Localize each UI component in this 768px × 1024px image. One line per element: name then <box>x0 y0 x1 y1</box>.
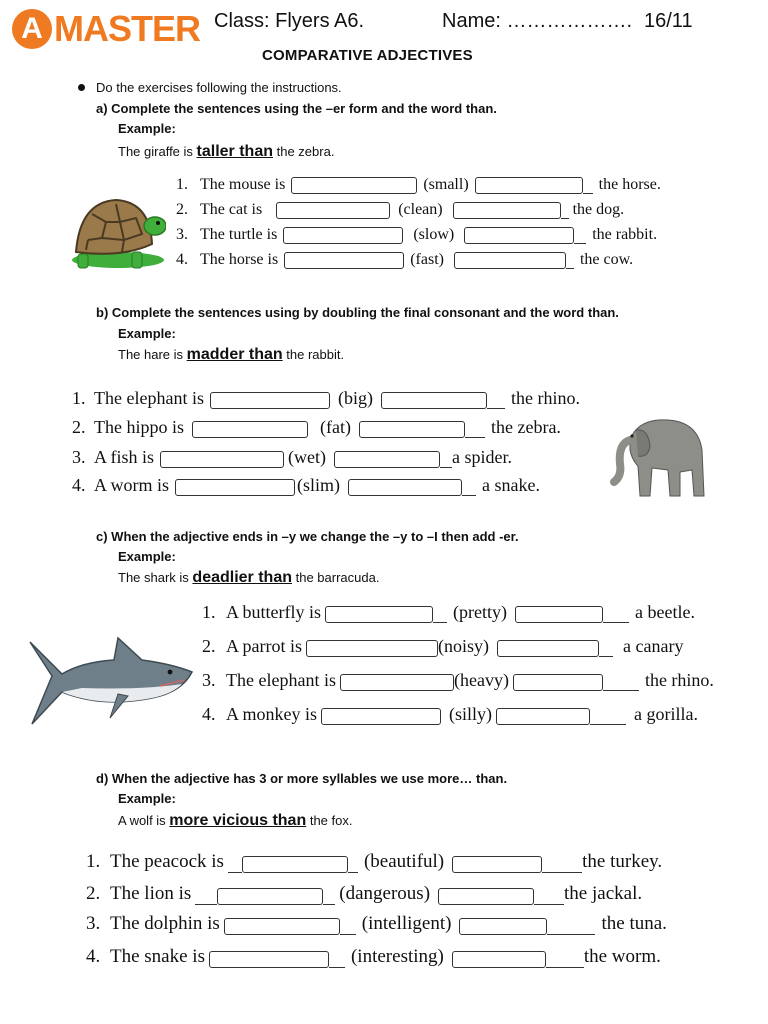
answer-input[interactable] <box>497 640 599 657</box>
answer-input[interactable] <box>340 674 454 691</box>
answer-input[interactable] <box>160 451 284 468</box>
answer-input[interactable] <box>452 951 546 968</box>
section-b-row-2: 2. The hippo is (fat) the zebra. <box>72 417 561 437</box>
section-c-example-answer: deadlier than <box>192 569 292 586</box>
section-d-example-label: Example: <box>118 791 176 806</box>
section-b-example-answer: madder than <box>186 346 283 363</box>
section-a-row-4: 4. The horse is (fast) the cow. <box>176 251 634 268</box>
section-d-row-4: 4. The snake is (interesting) the worm. <box>86 946 661 967</box>
section-a-example-label: Example: <box>118 121 176 136</box>
answer-input[interactable] <box>513 674 603 691</box>
section-b-row-1: 1. The elephant is (big) the rhino. <box>72 388 580 408</box>
instructions: Do the exercises following the instructions. <box>96 80 342 95</box>
section-c-row-1: 1. A butterfly is (pretty) a beetle. <box>202 602 695 622</box>
answer-input[interactable] <box>453 202 561 219</box>
name-field: Name: ………………. <box>442 10 633 32</box>
answer-input[interactable] <box>381 392 487 409</box>
answer-input[interactable] <box>452 856 542 873</box>
section-a-example: The giraffe is taller than the zebra. <box>118 143 335 160</box>
answer-input[interactable] <box>475 177 583 194</box>
answer-input[interactable] <box>209 951 329 968</box>
section-a-row-2: 2. The cat is (clean) the dog. <box>176 201 625 218</box>
section-b-heading: b) Complete the sentences using by doubling the final consonant and the word than. <box>96 305 619 320</box>
date-label: 16/11 <box>644 10 693 32</box>
section-a-heading: a) Complete the sentences using the –er form and the word than. <box>96 101 497 116</box>
answer-input[interactable] <box>359 421 465 438</box>
answer-input[interactable] <box>454 252 566 269</box>
answer-input[interactable] <box>210 392 330 409</box>
section-c-row-3: 3. The elephant is (heavy) the rhino. <box>202 670 714 690</box>
logo-word: MASTER <box>54 8 200 49</box>
section-d-row-1: 1. The peacock is (beautiful) the turkey. <box>86 851 663 872</box>
class-label: Class: Flyers A6. <box>214 10 365 32</box>
section-c-example: The shark is deadlier than the barracuda. <box>118 569 380 586</box>
turtle-image <box>62 192 166 272</box>
logo-letter: A <box>12 9 52 49</box>
section-c-row-2: 2. A parrot is (noisy) a canary <box>202 636 684 656</box>
answer-input[interactable] <box>321 708 441 725</box>
answer-input[interactable] <box>242 856 348 873</box>
answer-input[interactable] <box>291 177 417 194</box>
section-c-heading: c) When the adjective ends in –y we change the –y to –I then add -er. <box>96 529 519 544</box>
answer-input[interactable] <box>276 202 390 219</box>
answer-input[interactable] <box>515 606 603 623</box>
section-d-row-3: 3. The dolphin is (intelligent) the tuna. <box>86 913 667 934</box>
logo <box>12 6 200 52</box>
answer-input[interactable] <box>283 227 403 244</box>
section-b-row-4: 4. A worm is (slim) a snake. <box>72 475 540 495</box>
page-title: COMPARATIVE ADJECTIVES <box>262 47 473 64</box>
answer-input[interactable] <box>192 421 308 438</box>
section-a-row-1: 1. The mouse is (small) the horse. <box>176 176 661 193</box>
answer-input[interactable] <box>496 708 590 725</box>
section-d-example: A wolf is more vicious than the fox. <box>118 812 353 829</box>
section-d-row-2: 2. The lion is (dangerous) the jackal. <box>86 883 643 904</box>
section-a-example-answer: taller than <box>196 143 273 160</box>
section-d-heading: d) When the adjective has 3 or more syllables we use more… than. <box>96 771 508 786</box>
section-c-row-4: 4. A monkey is (silly) a gorilla. <box>202 704 698 724</box>
answer-input[interactable] <box>334 451 440 468</box>
answer-input[interactable] <box>306 640 438 657</box>
shark-image <box>22 632 194 732</box>
section-b-row-3: 3. A fish is (wet) a spider. <box>72 447 512 467</box>
answer-input[interactable] <box>217 888 323 905</box>
section-c-example-label: Example: <box>118 549 176 564</box>
section-b-example-label: Example: <box>118 326 176 341</box>
answer-input[interactable] <box>224 918 340 935</box>
answer-input[interactable] <box>284 252 404 269</box>
section-b-example: The hare is madder than the rabbit. <box>118 346 345 363</box>
answer-input[interactable] <box>325 606 433 623</box>
section-a-row-3: 3. The turtle is (slow) the rabbit. <box>176 226 658 243</box>
answer-input[interactable] <box>459 918 547 935</box>
answer-input[interactable] <box>348 479 462 496</box>
answer-input[interactable] <box>464 227 574 244</box>
answer-input[interactable] <box>175 479 295 496</box>
elephant-image <box>608 410 708 502</box>
section-d-example-answer: more vicious than <box>169 812 307 829</box>
bullet-icon <box>78 84 85 91</box>
answer-input[interactable] <box>438 888 534 905</box>
